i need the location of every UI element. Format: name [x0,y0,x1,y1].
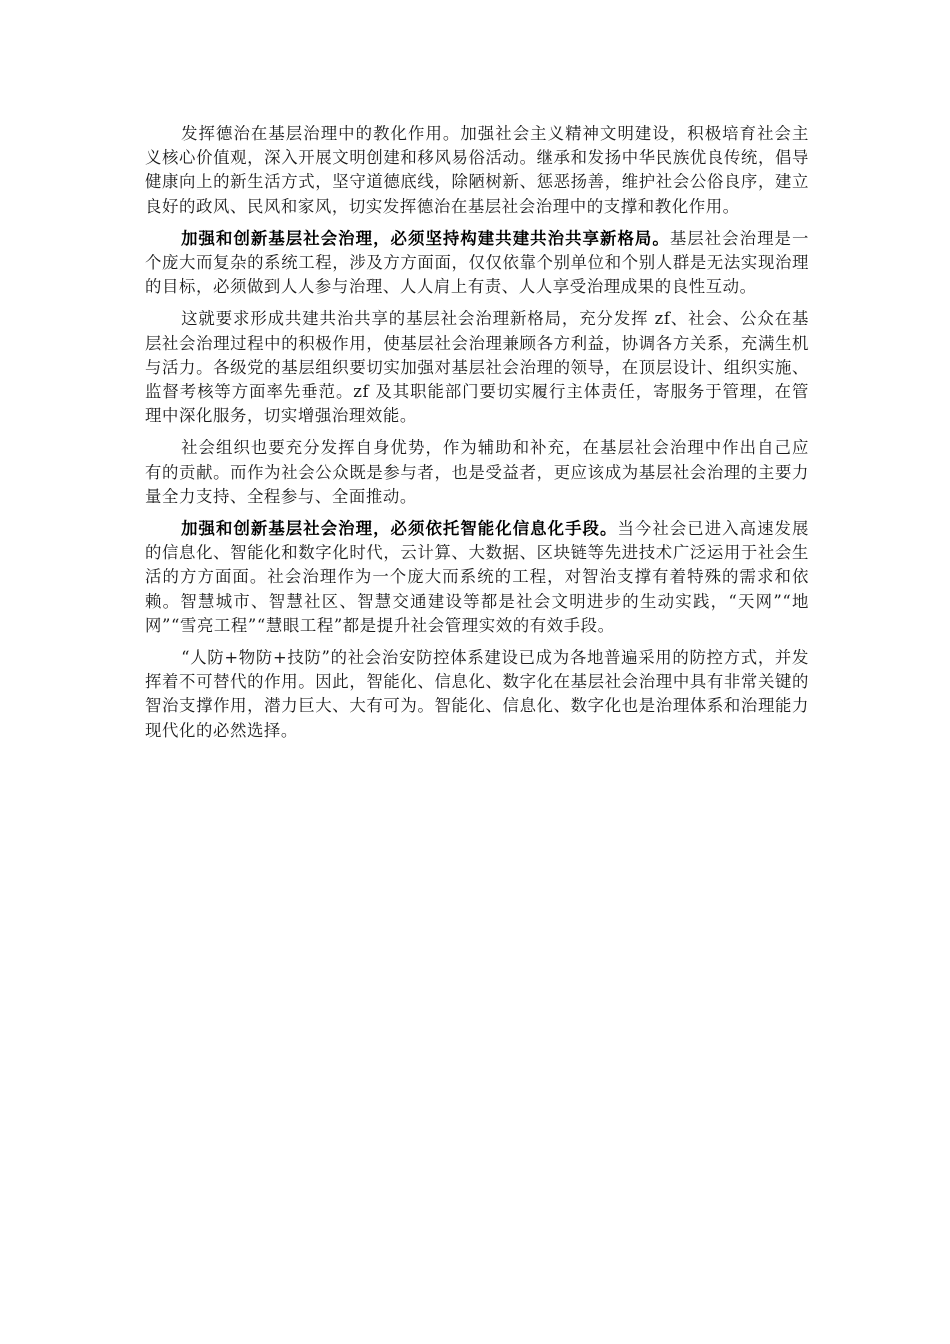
paragraph-2-text: 基层社会治理是一个庞大而复杂的系统工程，涉及方方面面，仅仅依靠个别单位和个别人群是无法实现治理的目标，必须做到人人参与治理、人人肩上有责、人人享受治理成果的良性互动。 [145,228,809,297]
paragraph-4 [145,436,809,509]
paragraph-5 [145,517,809,638]
paragraph-5-text: 当今社会已进入高速发展的信息化、智能化和数字化时代，云计算、大数据、区块链等先进技术广泛运用于社会生活的方方面面。社会治理作为一个庞大而系统的工程，对智治支撑有着特殊的需求和依赖。智慧城市、智慧社区、智慧交通建设等都是社会文明进步的生动实践，“天网”“地网”“雪亮工程”“慧眼工程”都是提升社会管理实效的有效手段。 [145,519,809,635]
paragraph-1 [145,122,809,219]
paragraph-4-text: 社会组织也要充分发挥自身优势，作为辅助和补充，在基层社会治理中作出自己应有的贡献。而作为社会公众既是参与者，也是受益者，更应该成为基层社会治理的主要力量全力支持、全程参与、全面推动。 [145,438,809,506]
document-body [145,122,809,751]
paragraph-6-text: “人防+物防+技防”的社会治安防控体系建设已成为各地普遍采用的防控方式，并发挥着不可替代的作用。因此，智能化、信息化、数字化在基层社会治理中具有非常关键的智治支撑作用，潜力巨大、大有可为。智能化、信息化、数字化也是治理体系和治理能力现代化的必然选择。 [145,648,809,740]
paragraph-3-text: 这就要求形成共建共治共享的基层社会治理新格局，充分发挥 zf、社会、公众在基层社会治理过程中的积极作用，使基层社会治理兼顾各方利益，协调各方关系，充满生机与活力。各级党的基层组织要切实加强对基层社会治理的领导，在顶层设计、组织实施、监督考核等方面率先垂范。zf 及其职能部门要切实履行主体责任，寄服务于管理，在管理中深化服务，切实增强治理效能。 [145,309,809,426]
paragraph-1-text: 发挥德治在基层治理中的教化作用。加强社会主义精神文明建设，积极培育社会主义核心价值观，深入开展文明创建和移风易俗活动。继承和发扬中华民族优良传统，倡导健康向上的新生活方式，坚守道德底线，除陋树新、惩恶扬善，维护社会公俗良序，建立良好的政风、民风和家风，切实发挥德治在基层社会治理中的支撑和教化作用。 [145,124,809,216]
paragraph-6 [145,646,809,743]
paragraph-2-lead: 加强和创新基层社会治理，必须坚持构建共建共治共享新格局。 [181,228,670,248]
paragraph-5-lead: 加强和创新基层社会治理，必须依托智能化信息化手段。 [181,519,618,539]
paragraph-2 [145,227,809,300]
paragraph-3 [145,307,809,428]
